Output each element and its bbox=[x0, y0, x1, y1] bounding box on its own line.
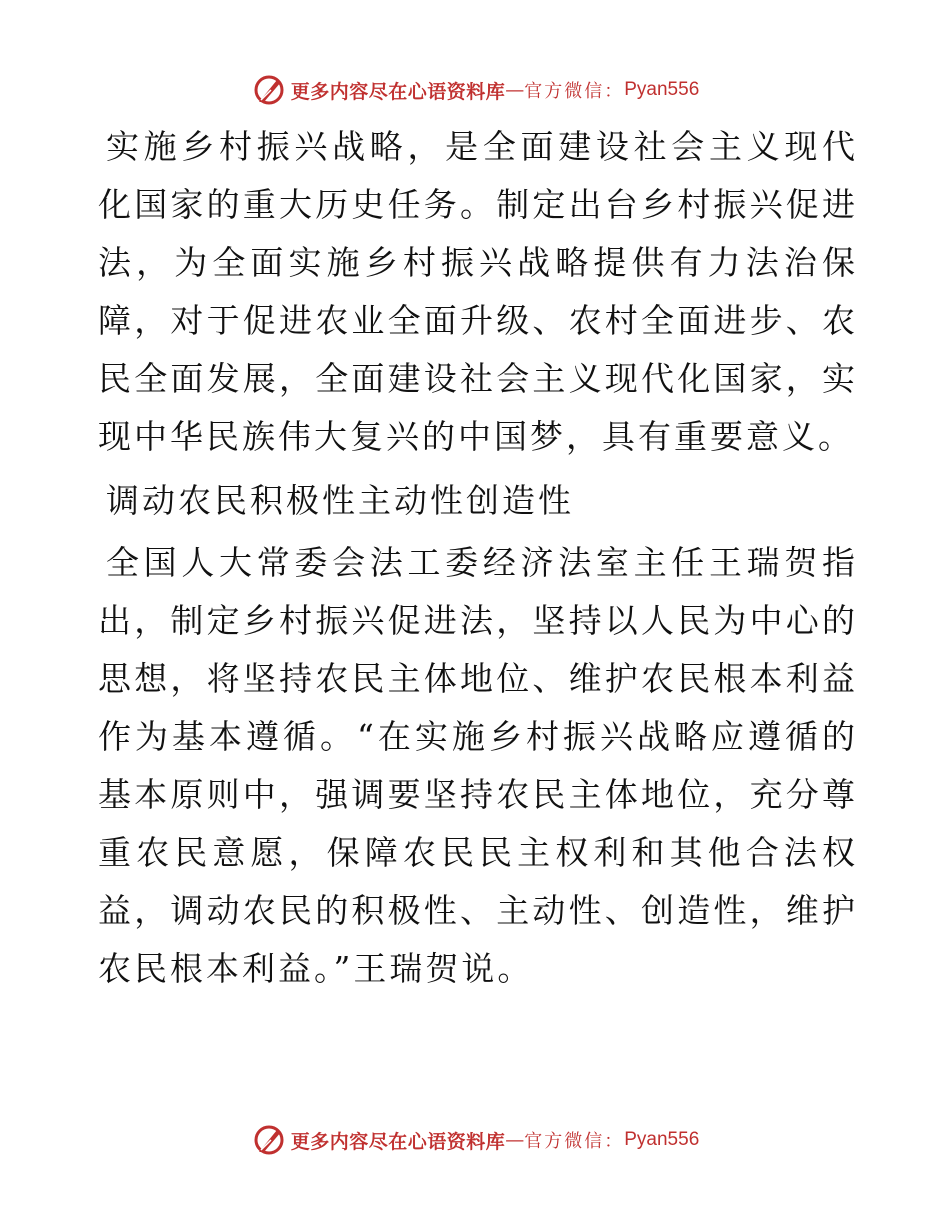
feather-pen-circle-icon bbox=[251, 1122, 287, 1158]
section-paragraph: 全国人大常委会法工委经济法室主任王瑞贺指出，制定乡村振兴促进法，坚持以人民为中心的思想，将坚持农民主体地位、维护农民根本利益作为基本遵循。“在实施乡村振兴战略应遵循的基本原则中，强调要坚持农民主体地位，充分尊重农民意愿，保障农民民主权利和其他合法权益，调动农民的积极性、主动性、创造性，维护农民根本利益。”王瑞贺说。 bbox=[98, 543, 858, 988]
banner-label: 官方微信： bbox=[524, 1131, 625, 1152]
banner-label: 官方微信： bbox=[524, 81, 625, 102]
footer-banner bbox=[0, 1120, 950, 1160]
document-body bbox=[98, 118, 858, 998]
intro-paragraph: 实施乡村振兴战略，是全面建设社会主义现代化国家的重大历史任务。制定出台乡村振兴促进法，为全面实施乡村振兴战略提供有力法治保障，对于促进农业全面升级、农村全面进步、农民全面发展，全面建设社会主义现代化国家，实现中华民族伟大复兴的中国梦，具有重要意义。 bbox=[98, 127, 858, 456]
section-heading: 调动农民积极性主动性创造性 bbox=[106, 481, 574, 520]
banner-brand: 更多内容尽在心语资料库 bbox=[290, 1130, 506, 1153]
feather-pen-circle-icon bbox=[251, 72, 287, 108]
banner-wechat-id: Pyan556 bbox=[624, 1129, 700, 1150]
banner-separator: — bbox=[505, 1129, 525, 1151]
banner-wechat-id: Pyan556 bbox=[624, 79, 700, 100]
banner-separator: — bbox=[505, 79, 525, 101]
banner-brand: 更多内容尽在心语资料库 bbox=[290, 80, 506, 103]
header-banner bbox=[0, 70, 950, 110]
